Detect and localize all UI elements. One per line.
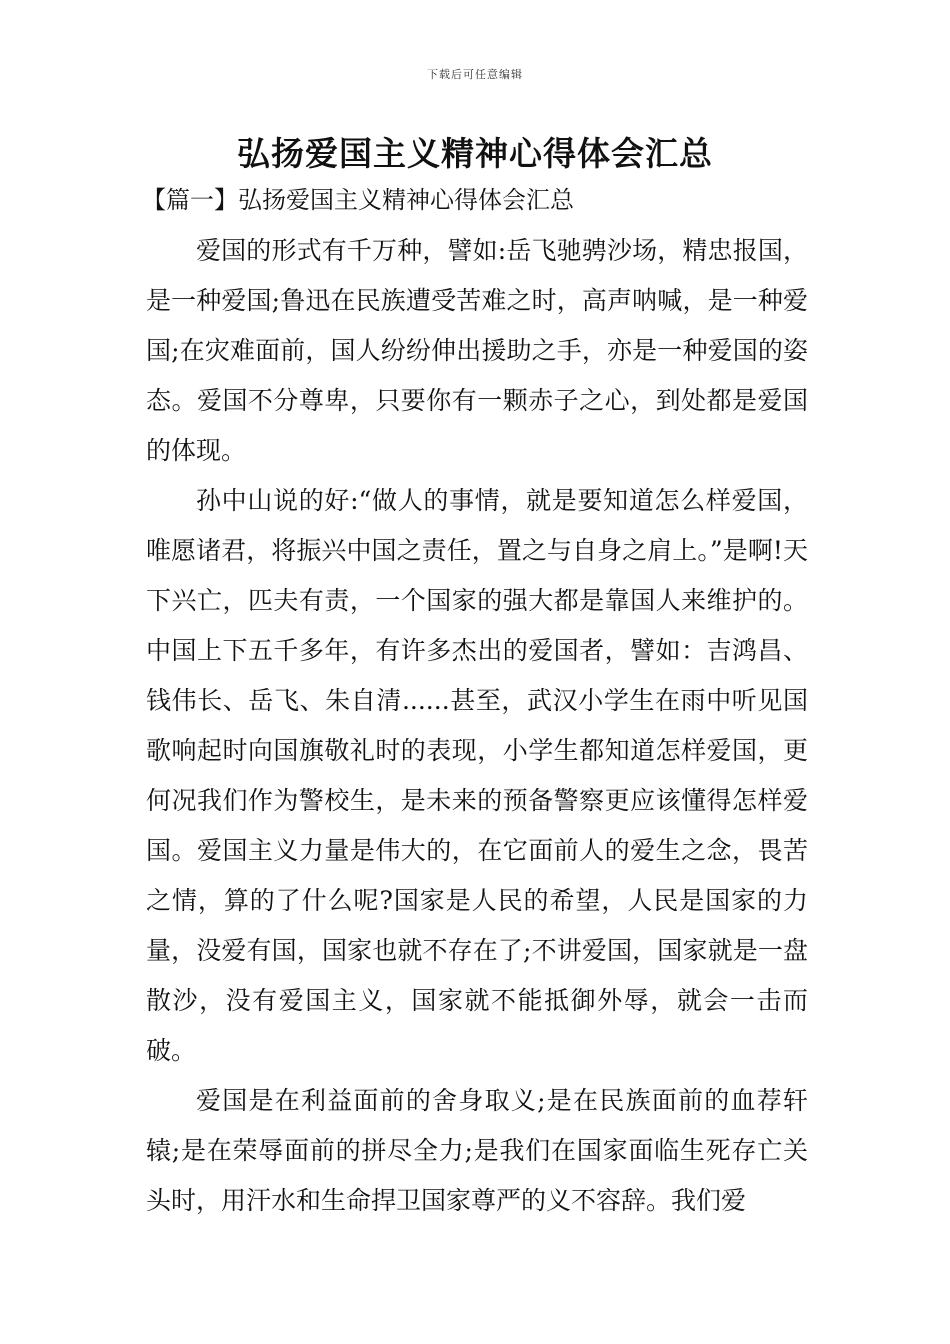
paragraph: 爱国是在利益面前的舍身取义;是在民族面前的血荐轩辕;是在荣辱面前的拼尽全力;是我们在国家面临生死存亡关头时，用汗水和生命捍卫国家尊严的义不容辞。我们爱 [146,1086,808,1215]
paragraph: 孙中山说的好:“做人的事情，就是要知道怎么样爱国，唯愿诸君，将振兴中国之责任，置之与自身之肩上。”是啊!天下兴亡，匹夫有责，一个国家的强大都是靠国人来维护的。中国上下五千多年，有许多杰出的爱国者，譬如：吉鸿昌、钱伟长、岳飞、朱自清......甚至，武汉小学生在雨中听见国歌响起时向国旗敬礼时的表现，小学生都知道怎样爱国，更何况我们作为警校生，是未来的预备警察更应该懂得怎样爱国。爱国主义力量是伟大的，在它面前人的爱生之念，畏苦之情，算的了什么呢?国家是人民的希望，人民是国家的力量，没爱有国，国家也就不存在了;不讲爱国，国家就是一盘散沙，没有爱国主义，国家就不能抵御外辱，就会一击而破。 [146,486,808,1065]
section-heading: 【篇一】弘扬爱国主义精神心得体会汇总 [142,186,574,214]
body-text [146,226,808,1226]
header-note: 下载后可任意编辑 [427,68,523,81]
document-title: 弘扬爱国主义精神心得体会汇总 [237,134,713,173]
paragraph: 爱国的形式有千万种，譬如:岳飞驰骋沙场，精忠报国，是一种爱国;鲁迅在民族遭受苦难之时，高声呐喊，是一种爱国;在灾难面前，国人纷纷伸出援助之手，亦是一种爱国的姿态。爱国不分尊卑，只要你有一颗赤子之心，到处都是爱国的体现。 [146,236,808,465]
